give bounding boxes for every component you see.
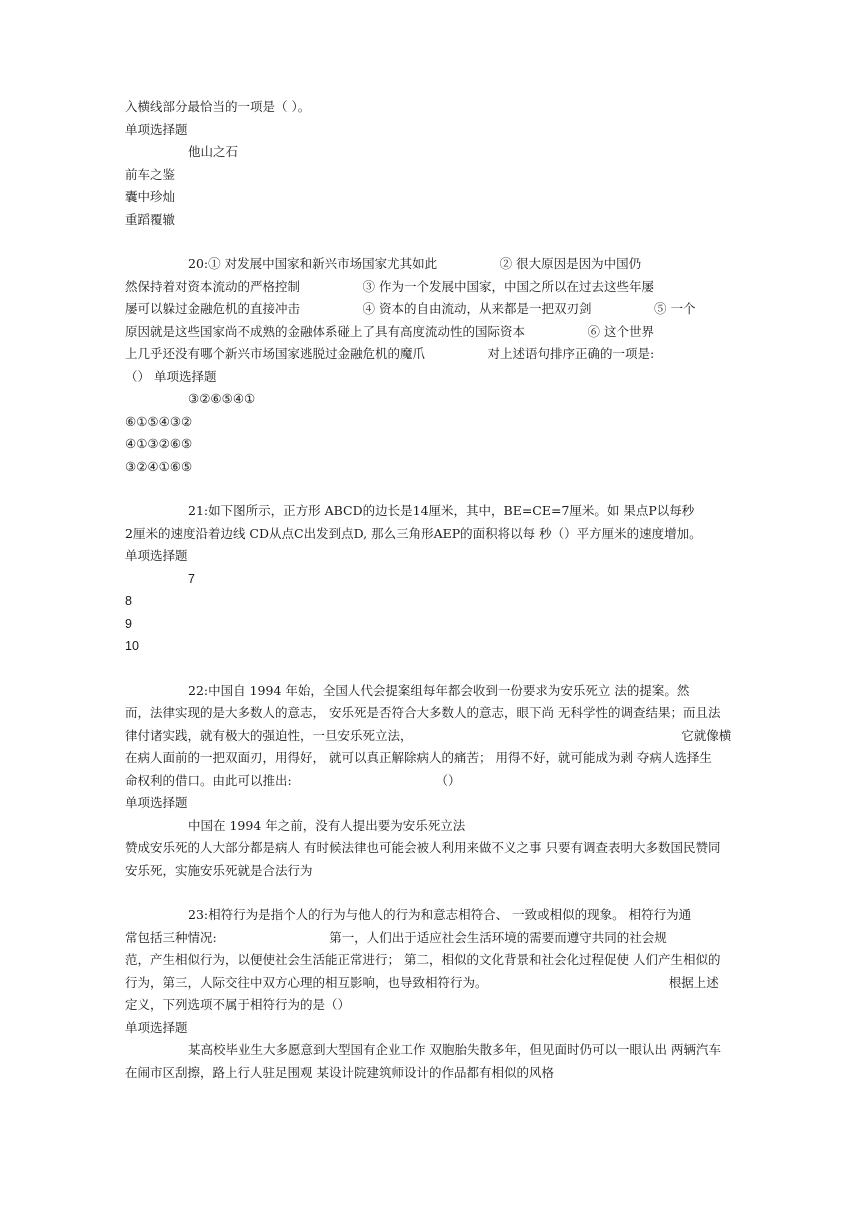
question-20 <box>125 253 733 478</box>
question-stem-line: 22:中国自 1994 年始，全国人代会提案组每年都会收到一份要求为安乐死立 法的提案。然 <box>188 682 690 698</box>
question-type: 单项选择题 <box>125 548 188 563</box>
question-stem-line: 21:如下图所示，正方形 ABCD的边长是14厘米，其中，BE=CE=7厘米。如 果点P以每秒 <box>188 503 695 518</box>
option-d[interactable]: 10 <box>125 639 139 653</box>
question-stem-line: 命权利的借口。由此可以推出: （） <box>125 772 461 788</box>
options-line[interactable]: 安乐死，实施安乐死就是合法行为 <box>125 862 313 878</box>
option-a[interactable]: 他山之石 <box>188 144 239 159</box>
question-stem-line: 然保持着对资本流动的严格控制 ③ 作为一个发展中国家，中国之所以在过去这些年屡 <box>125 278 654 294</box>
question-21 <box>125 500 733 658</box>
option-d[interactable]: 重蹈覆辙 <box>125 211 176 227</box>
question-stem: 入横线部分最恰当的一项是（ ）。 <box>125 99 311 114</box>
question-stem-line: 2厘米的速度沿着边线 CD从点C出发到点D, 那么三角形AEP的面积将以每 秒（）平方厘米的速度增加。 <box>125 525 702 541</box>
question-22 <box>125 680 733 883</box>
question-type: 单项选择题 <box>125 795 188 810</box>
question-type: 单项选择题 <box>125 1019 188 1035</box>
question-19 <box>125 96 733 231</box>
question-stem-line: 范，产生相似行为，以便使社会生活能正常进行； 第二，相似的文化背景和社会化过程促使 人们产生相似的 <box>125 952 721 967</box>
options-line[interactable]: 在闹市区刮擦，路上行人驻足围观 某设计院建筑师设计的作品都有相似的风格 <box>125 1064 554 1080</box>
question-stem-line: （） 单项选择题 <box>125 368 217 384</box>
question-stem-line: 定义，下列选项不属于相符行为的是（） <box>125 997 351 1012</box>
option-a[interactable]: ③②⑥⑤④① <box>188 391 256 406</box>
option-d[interactable]: ③②④①⑥⑤ <box>125 458 193 474</box>
option-b[interactable]: 8 <box>125 594 132 608</box>
option-a[interactable]: 中国在 1994 年之前，没有人提出要为安乐死立法 <box>188 817 466 833</box>
options-line[interactable]: 赞成安乐死的人大部分都是病人 有时候法律也可能会被人利用来做不义之事 只要有调查表明大多数国民赞同 <box>125 840 721 855</box>
question-type: 单项选择题 <box>125 121 188 137</box>
option-a[interactable]: 7 <box>188 571 195 586</box>
option-b[interactable]: 前车之鉴 <box>125 166 176 182</box>
options-line[interactable]: 某高校毕业生大多愿意到大型国有企业工作 双胞胎失散多年，但见面时仍可以一眼认出 两辆汽车 <box>188 1042 721 1057</box>
question-stem-line: 20:① 对发展中国家和新兴市场国家尤其如此 ② 很大原因是因为中国仍 <box>188 256 642 271</box>
question-stem-line: 上几乎还没有哪个新兴市场国家逃脱过金融危机的魔爪 对上述语句排序正确的一项是: <box>125 346 655 361</box>
question-stem-line: 而，法律实现的是大多数人的意志， 安乐死是否符合大多数人的意志，眼下尚 无科学性的调查结果；而且法 <box>125 705 721 720</box>
question-stem-line: 律付诸实践，就有极大的强迫性，一旦安乐死立法， 它就像横 <box>125 727 732 743</box>
question-stem-line: 在病人面前的一把双面刃，用得好， 就可以真正解除病人的痛苦； 用得不好，就可能成为剥 夺病人选择生 <box>125 750 712 765</box>
question-stem-line: 行为，第三，人际交往中双方心理的相互影响，也导致相符行为。 根据上述 <box>125 974 719 990</box>
question-stem-line: 屡可以躲过金融危机的直接冲击 ④ 资本的自由流动，从来都是一把双刃剑 ⑤ 一个 <box>125 301 696 316</box>
option-c[interactable]: 囊中珍灿 <box>125 189 176 204</box>
question-stem-line: 常包括三种情况: 第一，人们出于适应社会生活环境的需要而遵守共同的社会规 <box>125 929 667 945</box>
option-c[interactable]: 9 <box>125 616 132 631</box>
question-stem-line: 23:相符行为是指个人的行为与他人的行为和意志相符合、 一致或相似的现象。 相符行为通 <box>188 907 692 922</box>
question-stem-line: 原因就是这些国家尚不成熟的金融体系碰上了具有高度流动性的国际资本 ⑥ 这个世界 <box>125 323 654 339</box>
question-23 <box>125 904 733 1084</box>
document-page <box>125 96 733 1084</box>
option-c[interactable]: ④①③②⑥⑤ <box>125 436 193 451</box>
option-b[interactable]: ⑥①⑤④③② <box>125 413 193 429</box>
